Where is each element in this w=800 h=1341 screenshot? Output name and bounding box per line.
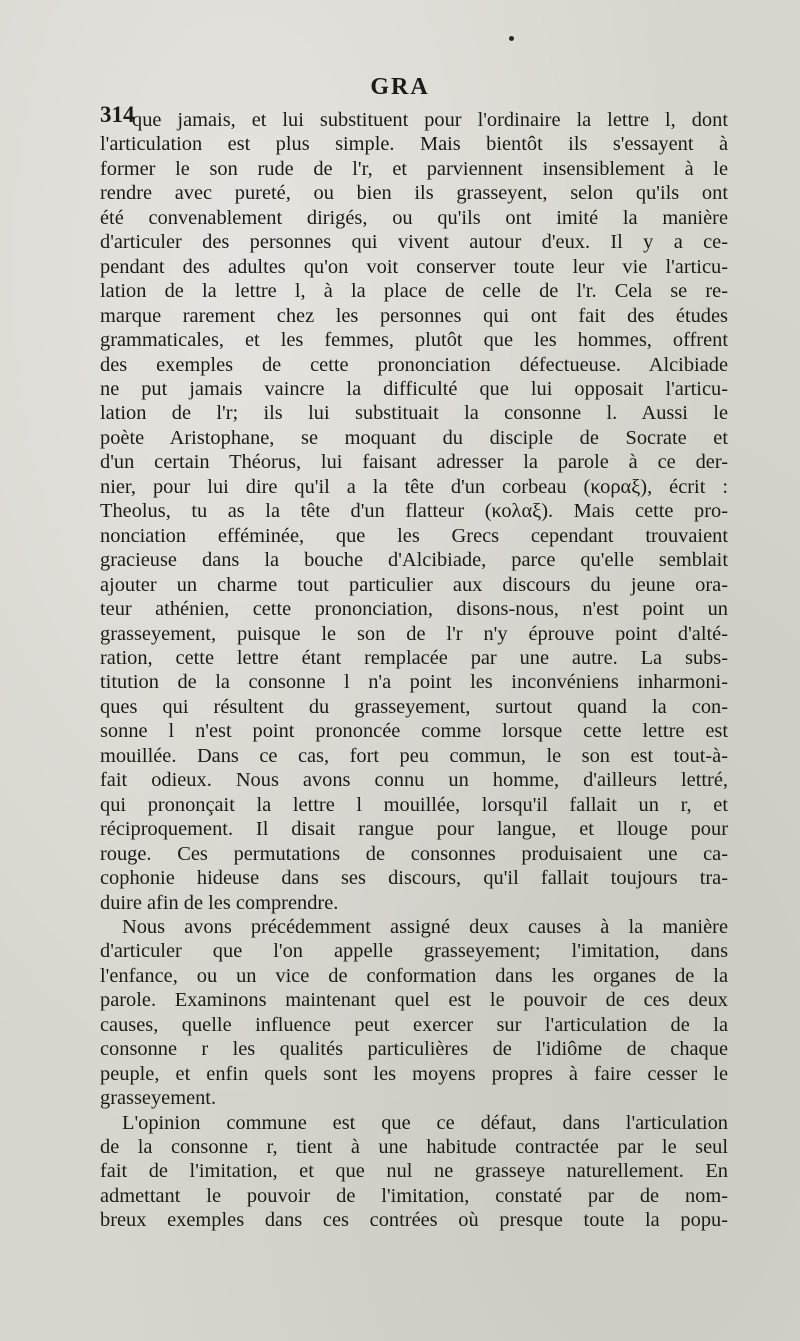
text-line: grasseyement.	[100, 1087, 217, 1110]
text-line: nier, pour lui dire qu'il a la tête d'un corbeau (κοραξ), écrit :	[100, 475, 728, 498]
text-line: teur athénien, cette prononciation, disons-nous, n'est point un	[100, 598, 728, 621]
text-line: duire afin de les comprendre.	[100, 891, 339, 914]
text-line: l'enfance, ou un vice de conformation dans les organes de la	[100, 964, 728, 987]
text-line: que jamais, et lui substituent pour l'ordinaire la lettre l, dont	[132, 109, 728, 131]
text-line: pendant des adultes qu'on voit conserver toute leur vie l'articu-	[100, 255, 728, 278]
text-line: ne put jamais vaincre la difficulté que lui opposait l'articu-	[100, 377, 728, 400]
text-line: sonne l n'est point prononcée comme lorsque cette lettre est	[100, 720, 728, 743]
text-line: peuple, et enfin quels sont les moyens propres à faire cesser le	[100, 1062, 728, 1085]
text-line: d'articuler que l'on appelle grasseyement; l'imitation, dans	[100, 940, 728, 963]
text-line: rouge. Ces permutations de consonnes produisaient une ca-	[100, 842, 728, 865]
text-line: qui prononçait la lettre l mouillée, lorsqu'il fallait un r, et	[100, 793, 728, 816]
page-number: 314	[100, 102, 135, 127]
text-line: nonciation efféminée, que les Grecs cependant trouvaient	[100, 524, 728, 547]
text-line: ration, cette lettre étant remplacée par une autre. La subs-	[100, 646, 728, 669]
text-line: fait de l'imitation, et que nul ne grasseye naturellement. En	[100, 1160, 728, 1183]
text-line: de la consonne r, tient à une habitude contractée par le seul	[100, 1136, 728, 1159]
text-line: d'un certain Théorus, lui faisant adresser la parole à ce der-	[100, 451, 728, 474]
text-line: fait odieux. Nous avons connu un homme, d'ailleurs lettré,	[100, 769, 728, 792]
text-line: grasseyement, puisque le son de l'r n'y éprouve point d'alté-	[100, 622, 728, 645]
text-line: poète Aristophane, se moquant du disciple de Socrate et	[100, 426, 728, 449]
text-line: réciproquement. Il disait rangue pour langue, et llouge pour	[100, 818, 728, 841]
text-line: L'opinion commune est que ce défaut, dans l'articulation	[122, 1111, 728, 1134]
text-line: d'articuler des personnes qui vivent autour d'eux. Il y a ce-	[100, 231, 728, 254]
text-line: lation de la lettre l, à la place de celle de l'r. Cela se re-	[100, 280, 728, 303]
running-head: GRA	[370, 74, 430, 100]
text-line: Nous avons précédemment assigné deux causes à la manière	[122, 915, 728, 938]
text-line: cophonie hideuse dans ses discours, qu'il fallait toujours tra-	[100, 867, 728, 890]
text-line: parole. Examinons maintenant quel est le pouvoir de ces deux	[100, 989, 728, 1012]
text-line: marque rarement chez les personnes qui ont fait des études	[100, 304, 728, 327]
text-line: ques qui résultent du grasseyement, surtout quand la con-	[100, 695, 728, 718]
text-line: titution de la consonne l n'a point les inconvéniens inharmoni-	[100, 671, 728, 694]
text-line: rendre avec pureté, ou bien ils grasseyent, selon qu'ils ont	[100, 182, 728, 205]
text-line: été convenablement dirigés, ou qu'ils ont imité la manière	[100, 206, 728, 229]
text-line: breux exemples dans ces contrées où presque toute la popu-	[100, 1209, 728, 1232]
text-line: Theolus, tu as la tête d'un flatteur (κολαξ). Mais cette pro-	[100, 500, 728, 523]
text-line: causes, quelle influence peut exercer sur l'articulation de la	[100, 1013, 728, 1036]
text-line: mouillée. Dans ce cas, fort peu commun, le son est tout-à-	[100, 744, 728, 767]
body-text	[100, 108, 728, 1233]
text-line: admettant le pouvoir de l'imitation, constaté par de nom-	[100, 1184, 728, 1207]
text-line: gracieuse dans la bouche d'Alcibiade, parce qu'elle semblait	[100, 549, 728, 572]
text-line: l'articulation est plus simple. Mais bientôt ils s'essayent à	[100, 133, 728, 156]
text-line: former le son rude de l'r, et parviennent insensiblement à le	[100, 157, 728, 180]
text-line: lation de l'r; ils lui substituait la consonne l. Aussi le	[100, 402, 728, 425]
text-line: grammaticales, et les femmes, plutôt que les hommes, offrent	[100, 329, 728, 352]
ink-speck	[509, 36, 514, 41]
text-line: des exemples de cette prononciation défectueuse. Alcibiade	[100, 353, 728, 376]
text-line: consonne r les qualités particulières de l'idiôme de chaque	[100, 1038, 728, 1061]
text-line: ajouter un charme tout particulier aux discours du jeune ora-	[100, 573, 728, 596]
